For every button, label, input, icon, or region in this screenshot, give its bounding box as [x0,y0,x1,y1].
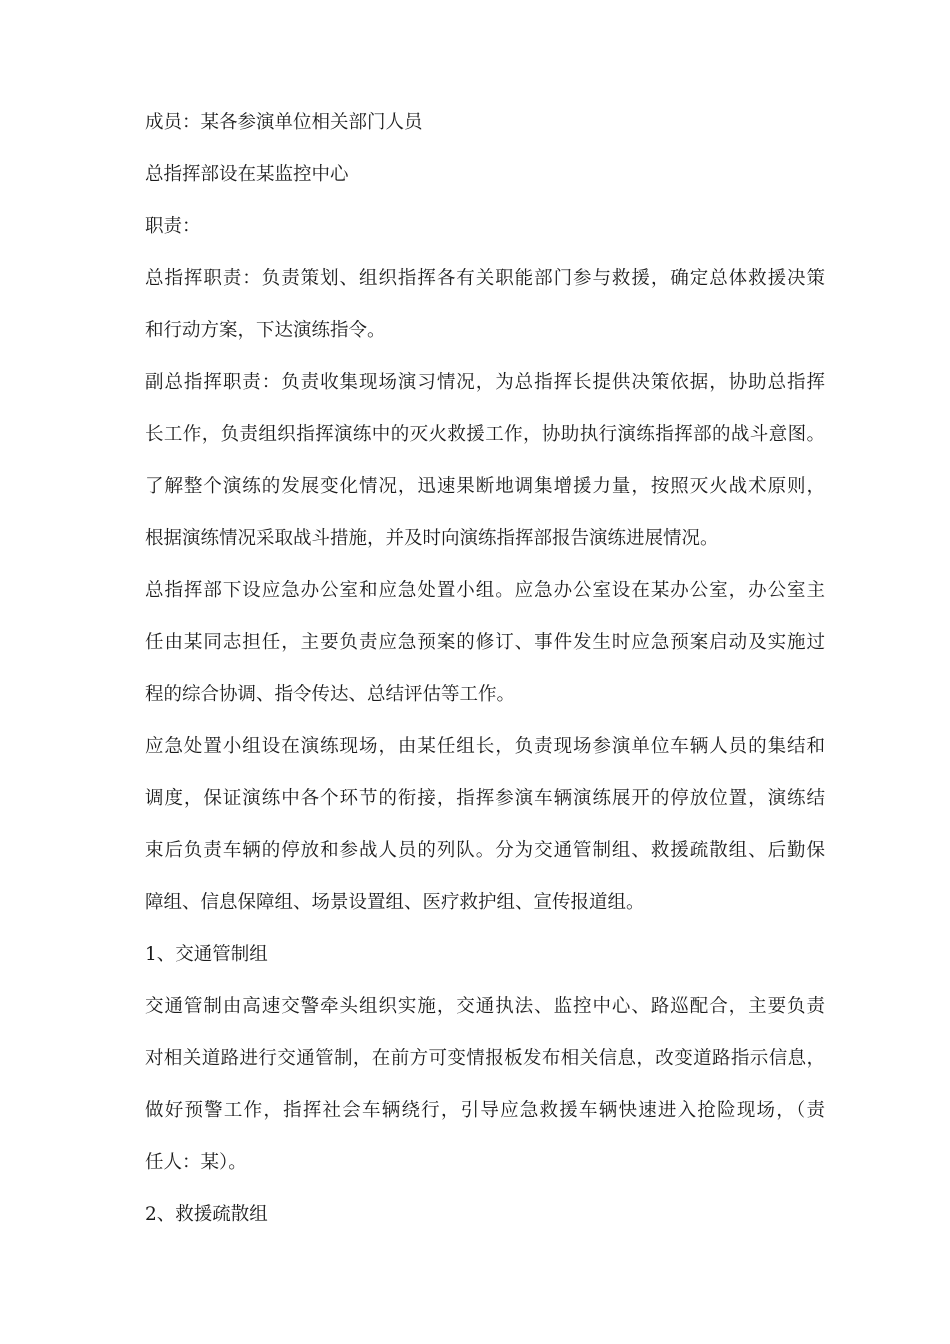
text-line-chief-duties: 总指挥职责：负责策划、组织指挥各有关职能部门参与救援，确定总体救援决策 [145,268,825,289]
text-line-response-team-cont-1: 调度，保证演练中各个环节的衔接，指挥参演车辆演练展开的停放位置，演练结 [145,788,825,809]
text-line-traffic-control-cont-1: 对相关道路进行交通管制，在前方可变情报板发布相关信息，改变道路指示信息， [145,1048,825,1069]
text-line-members: 成员：某各参演单位相关部门人员 [145,112,423,133]
text-line-chief-duties-cont: 和行动方案，下达演练指令。 [145,320,386,341]
text-line-deputy-duties: 副总指挥职责：负责收集现场演习情况，为总指挥长提供决策依据，协助总指挥 [145,372,825,393]
text-line-emergency-office: 总指挥部下设应急办公室和应急处置小组。应急办公室设在某办公室，办公室主 [145,580,825,601]
text-line-hq-location: 总指挥部设在某监控中心 [145,164,349,185]
text-line-emergency-office-cont-2: 程的综合协调、指令传达、总结评估等工作。 [145,684,516,705]
text-line-response-team: 应急处置小组设在演练现场，由某任组长，负责现场参演单位车辆人员的集结和 [145,736,825,757]
text-line-deputy-duties-cont-2: 了解整个演练的发展变化情况，迅速果断地调集增援力量，按照灭火战术原则， [145,476,825,497]
text-line-duties-heading: 职责： [145,216,201,237]
text-line-deputy-duties-cont-1: 长工作，负责组织指挥演练中的灭火救援工作，协助执行演练指挥部的战斗意图。 [145,424,825,445]
section-heading-rescue-evacuation: 2、救援疏散组 [145,1204,268,1225]
section-heading-traffic-control: 1、交通管制组 [145,944,268,965]
text-line-traffic-control: 交通管制由高速交警牵头组织实施，交通执法、监控中心、路巡配合，主要负责 [145,996,825,1017]
text-line-emergency-office-cont-1: 任由某同志担任，主要负责应急预案的修订、事件发生时应急预案启动及实施过 [145,632,825,653]
text-line-deputy-duties-cont-3: 根据演练情况采取战斗措施，并及时向演练指挥部报告演练进展情况。 [145,528,719,549]
text-line-response-team-cont-3: 障组、信息保障组、场景设置组、医疗救护组、宣传报道组。 [145,892,645,913]
text-line-traffic-control-cont-3: 任人：某）。 [145,1152,247,1173]
text-line-response-team-cont-2: 束后负责车辆的停放和参战人员的列队。分为交通管制组、救援疏散组、后勤保 [145,840,825,861]
text-line-traffic-control-cont-2: 做好预警工作，指挥社会车辆绕行，引导应急救援车辆快速进入抢险现场，（责 [145,1100,825,1121]
